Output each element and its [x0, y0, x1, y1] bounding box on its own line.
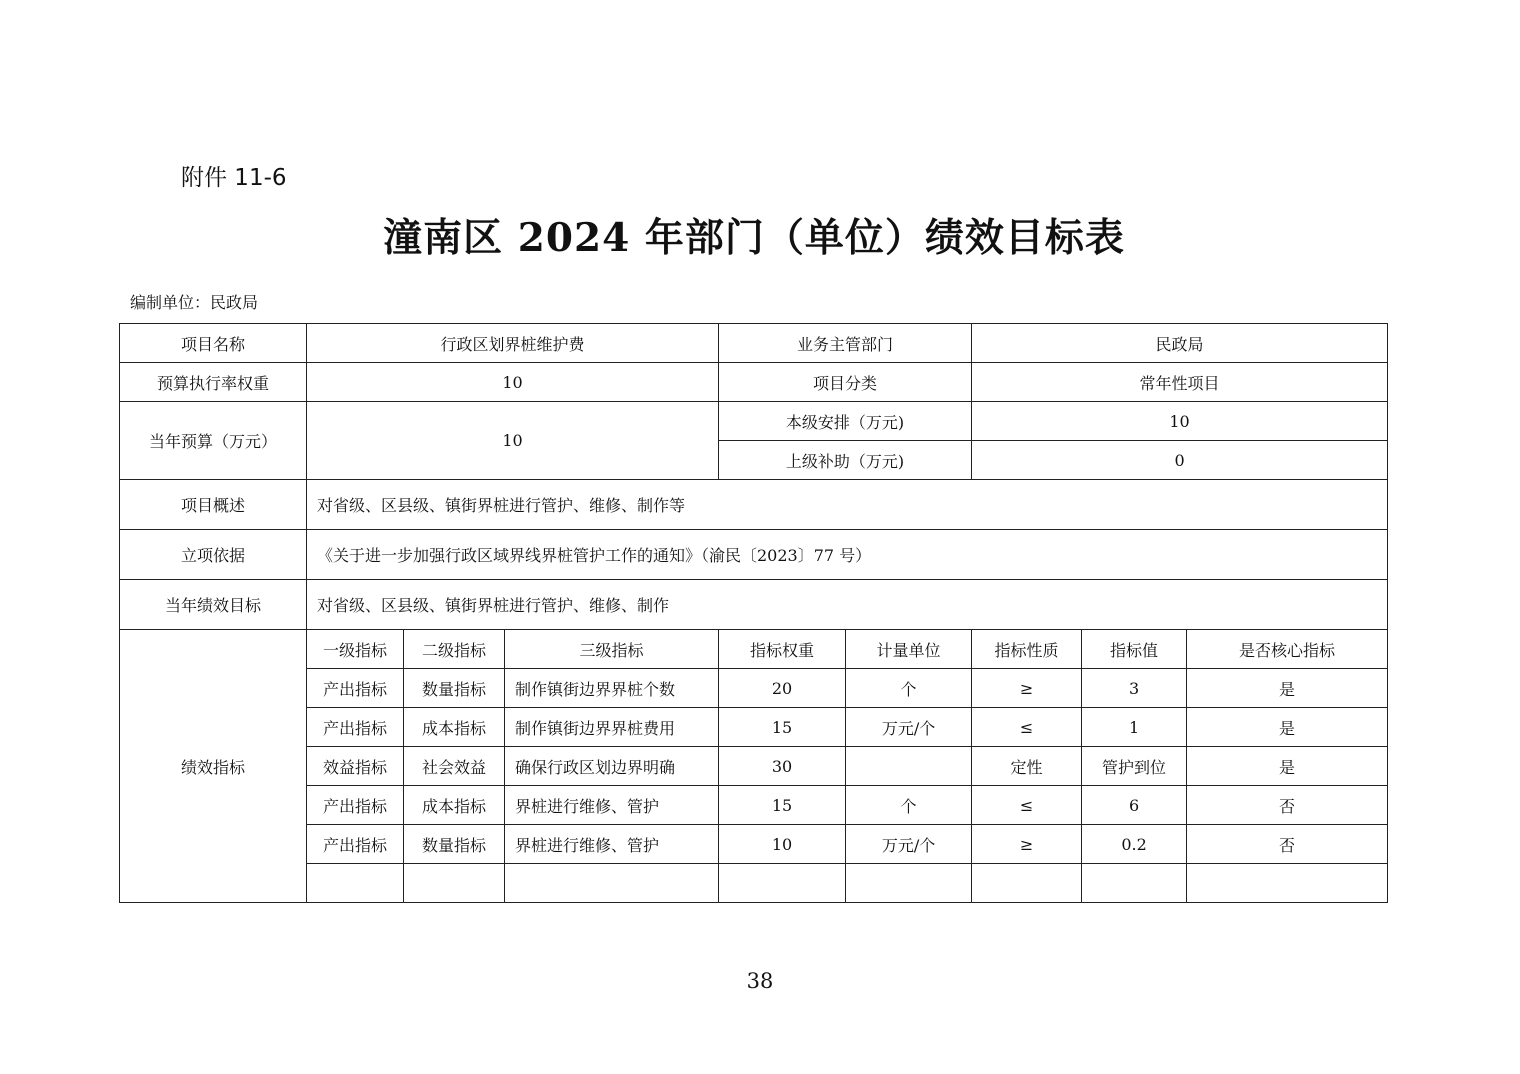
unit-cell — [846, 747, 972, 786]
empty-indicator-row — [120, 864, 1388, 903]
value-cell: 管护到位 — [1082, 747, 1187, 786]
department-value: 民政局 — [972, 324, 1388, 363]
nature-cell: 定性 — [972, 747, 1082, 786]
weight-cell: 30 — [719, 747, 846, 786]
level2-cell: 成本指标 — [404, 708, 505, 747]
upper-subsidy-value: 0 — [972, 441, 1388, 480]
unit-cell: 万元/个 — [846, 825, 972, 864]
unit-cell: 个 — [846, 669, 972, 708]
core-cell: 是 — [1187, 669, 1388, 708]
value-cell: 1 — [1082, 708, 1187, 747]
page-title: 潼南区 2024 年部门（单位）绩效目标表 — [383, 215, 1125, 261]
nature-cell: ≤ — [972, 708, 1082, 747]
level1-cell: 效益指标 — [307, 747, 404, 786]
value-cell: 6 — [1082, 786, 1187, 825]
department-label: 业务主管部门 — [719, 324, 972, 363]
level3-cell: 制作镇街边界界桩个数 — [505, 669, 719, 708]
project-name-value: 行政区划界桩维护费 — [307, 324, 719, 363]
nature-cell: ≥ — [972, 669, 1082, 708]
header-nature: 指标性质 — [972, 630, 1082, 669]
unit-cell: 万元/个 — [846, 708, 972, 747]
level1-cell: 产出指标 — [307, 825, 404, 864]
level3-cell: 界桩进行维修、管护 — [505, 825, 719, 864]
core-cell: 否 — [1187, 786, 1388, 825]
level1-cell: 产出指标 — [307, 669, 404, 708]
table-row — [120, 402, 1388, 441]
value-cell: 0.2 — [1082, 825, 1187, 864]
header-weight: 指标权重 — [719, 630, 846, 669]
overview-label: 项目概述 — [120, 480, 307, 530]
level3-cell: 制作镇街边界界桩费用 — [505, 708, 719, 747]
table-row — [120, 580, 1388, 630]
indicator-row — [120, 708, 1388, 747]
page-number: 38 — [746, 969, 774, 993]
level3-cell: 确保行政区划边界明确 — [505, 747, 719, 786]
header-unit: 计量单位 — [846, 630, 972, 669]
header-level1: 一级指标 — [307, 630, 404, 669]
empty-cell — [972, 864, 1082, 903]
indicator-row — [120, 669, 1388, 708]
category-label: 项目分类 — [719, 363, 972, 402]
budget-weight-label: 预算执行率权重 — [120, 363, 307, 402]
annual-goal-value: 对省级、区县级、镇街界桩进行管护、维修、制作 — [307, 580, 1388, 630]
table-row — [120, 480, 1388, 530]
category-value: 常年性项目 — [972, 363, 1388, 402]
local-arrangement-value: 10 — [972, 402, 1388, 441]
unit-cell: 个 — [846, 786, 972, 825]
empty-cell — [1082, 864, 1187, 903]
compile-unit: 编制单位：民政局 — [130, 293, 259, 312]
performance-goal-table — [119, 323, 1388, 903]
weight-cell: 15 — [719, 708, 846, 747]
table-row — [120, 324, 1388, 363]
weight-cell: 10 — [719, 825, 846, 864]
header-level3: 三级指标 — [505, 630, 719, 669]
overview-value: 对省级、区县级、镇街界桩进行管护、维修、制作等 — [307, 480, 1388, 530]
annual-budget-value: 10 — [307, 402, 719, 480]
basis-label: 立项依据 — [120, 530, 307, 580]
empty-cell — [404, 864, 505, 903]
annual-budget-label: 当年预算（万元） — [120, 402, 307, 480]
empty-cell — [307, 864, 404, 903]
core-cell: 是 — [1187, 747, 1388, 786]
annual-goal-label: 当年绩效目标 — [120, 580, 307, 630]
upper-subsidy-label: 上级补助（万元) — [719, 441, 972, 480]
basis-value: 《关于进一步加强行政区域界线界桩管护工作的通知》（渝民〔2023〕77 号） — [307, 530, 1388, 580]
attachment-label: 附件 11-6 — [181, 165, 287, 191]
empty-cell — [719, 864, 846, 903]
core-cell: 否 — [1187, 825, 1388, 864]
level1-cell: 产出指标 — [307, 786, 404, 825]
header-value: 指标值 — [1082, 630, 1187, 669]
table-row — [120, 363, 1388, 402]
level2-cell: 社会效益 — [404, 747, 505, 786]
level1-cell: 产出指标 — [307, 708, 404, 747]
nature-cell: ≥ — [972, 825, 1082, 864]
nature-cell: ≤ — [972, 786, 1082, 825]
core-cell: 是 — [1187, 708, 1388, 747]
indicator-row — [120, 747, 1388, 786]
weight-cell: 15 — [719, 786, 846, 825]
level2-cell: 数量指标 — [404, 825, 505, 864]
local-arrangement-label: 本级安排（万元) — [719, 402, 972, 441]
weight-cell: 20 — [719, 669, 846, 708]
indicators-label: 绩效指标 — [120, 630, 307, 903]
indicator-header-row — [120, 630, 1388, 669]
empty-cell — [846, 864, 972, 903]
indicator-row — [120, 825, 1388, 864]
level2-cell: 数量指标 — [404, 669, 505, 708]
value-cell: 3 — [1082, 669, 1187, 708]
level3-cell: 界桩进行维修、管护 — [505, 786, 719, 825]
project-name-label: 项目名称 — [120, 324, 307, 363]
header-core: 是否核心指标 — [1187, 630, 1388, 669]
empty-cell — [1187, 864, 1388, 903]
header-level2: 二级指标 — [404, 630, 505, 669]
level2-cell: 成本指标 — [404, 786, 505, 825]
budget-weight-value: 10 — [307, 363, 719, 402]
empty-cell — [505, 864, 719, 903]
table-row — [120, 530, 1388, 580]
indicator-row — [120, 786, 1388, 825]
